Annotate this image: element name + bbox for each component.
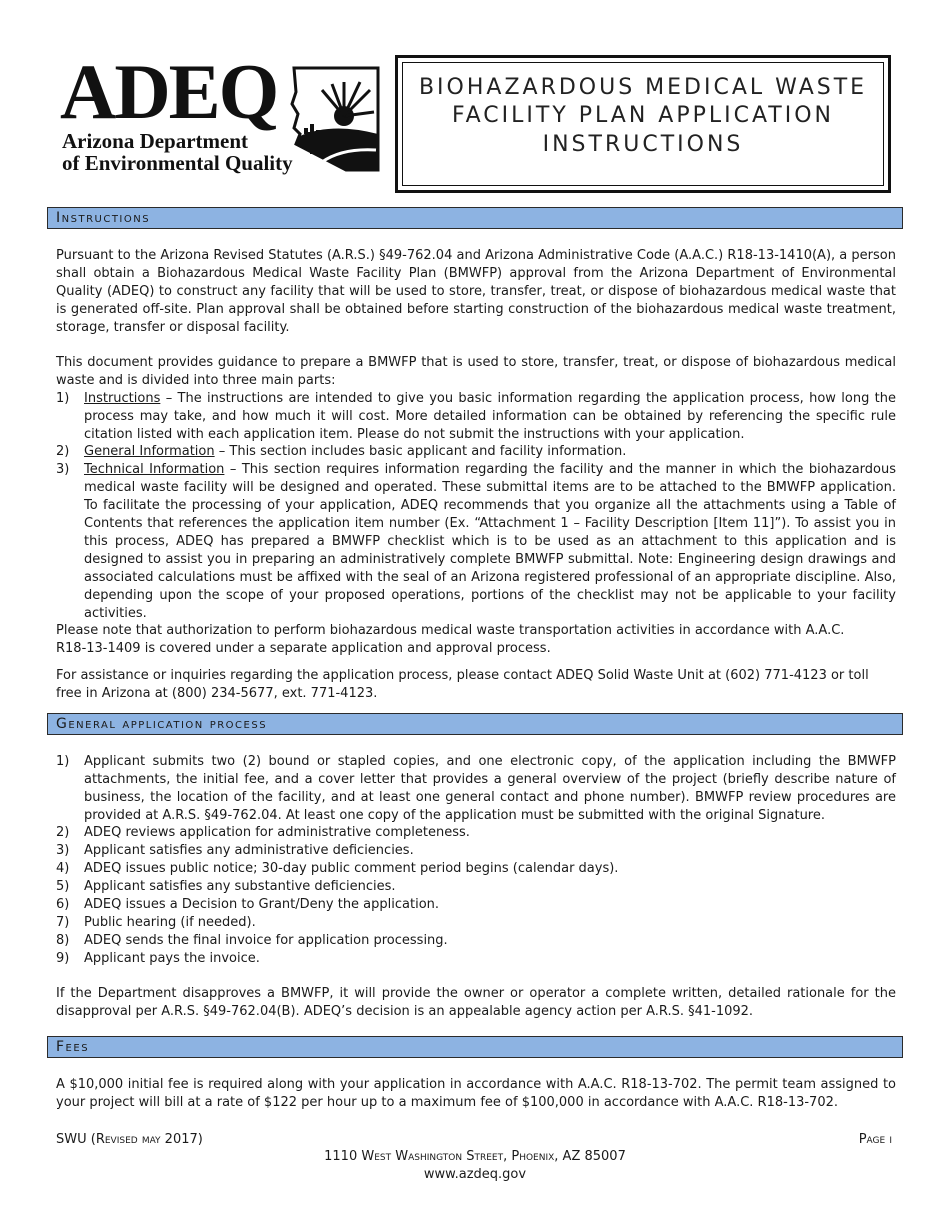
list-item: 9) Applicant pays the invoice. [56,951,260,966]
list-item: 4) ADEQ issues public notice; 30-day public comment period begins (calendar days). [56,861,619,876]
title-line-3: INSTRUCTIONS [542,132,744,157]
process-paragraph-1: If the Department disapproves a BMWFP, it will provide the owner or operator a complete written, detailed rationale for the disapproval per A.R.S. §49-762.04(B). ADEQ’s decision is an appealable agency action per A.R.S. §41-1092. [56,986,896,1019]
technical-information-term: Technical Information [84,462,225,477]
instructions-paragraph-3: Please note that authorization to perform biohazardous medical waste transportation activities in accordance with A.A.C. R18-13-1409 is covered under a separate application and approval process. [56,623,845,656]
list-item: 7) Public hearing (if needed). [56,915,256,930]
adeq-logo [60,48,390,178]
instructions-paragraph-1: Pursuant to the Arizona Revised Statutes (A.R.S.) §49-762.04 and Arizona Administrative Code (A.A.C.) R18-13-1410(A), a person shall obtain a Biohazardous Medical Waste Facility Plan (BMWFP) approval from the Arizona Department of Environmental Quality (ADEQ) to construct any facility that will be used to store, transfer, treat, or dispose of biohazardous medical waste that is generated off-site. Plan approval shall be obtained before starting construction of the biohazardous medical waste treatment, storage, transfer or disposal facility. [56,248,896,335]
section-header-instructions: Instructions [47,207,903,229]
title-line-2: FACILITY PLAN APPLICATION [451,103,835,128]
section-header-fees: Fees [47,1036,903,1058]
footer-revision: SWU (Revised may 2017) [56,1132,203,1147]
logo-acronym: ADEQ [60,48,278,135]
list-item: 8) ADEQ sends the final invoice for application processing. [56,933,448,948]
footer-page-number: Page i [858,1132,892,1147]
section-header-general-process: General application process [47,713,903,735]
footer-address: 1110 West Washington Street, Phoenix, AZ 85007 [324,1149,626,1164]
title-line-1: BIOHAZARDOUS MEDICAL WASTE [418,75,868,100]
footer-website: www.azdeq.gov [423,1167,527,1182]
logo-line-2: of Environmental Quality [62,151,293,175]
fees-paragraph-1: A $10,000 initial fee is required along with your application in accordance with A.A.C. R18-13-702. The permit team assigned to your project will bill at a rate of $122 per hour up to a maximum fee of $100,000 in accordance with A.A.C. R18-13-702. [56,1077,896,1110]
list-item: 2) ADEQ reviews application for administrative completeness. [56,825,470,840]
list-item: 3) Technical Information – This section requires information regarding the facility and the manner in which the biohazardous medical waste facility will be designed and operated. These submittal items are to be attached to the BMWFP application. To facilitate the processing of your application, ADEQ recommends that you organize all the attachments using a Table of Contents that references the application item number (Ex. “Attachment 1 – Facility Description [Item 11]”). To assist you in this process, ADEQ has prepared a BMWFP checklist which is to be used as an attachment to this application and is designed to assist you in preparing an administratively complete BMWFP submittal. Note: Engineering design drawings and associated calculations must be affixed with the seal of an Arizona registered professional of an appropriate discipline. Also, depending upon the scope of your proposed operations, portions of the checklist may not be applicable to your facility activities. [56,462,897,621]
list-item: 1) Instructions – The instructions are intended to give you basic information regarding the application process, how long the process may take, and how much it will cost. More detailed information can be obtained by referencing the specific rule citation listed with each application item. Please do not submit the instructions with your application. [56,391,896,442]
instructions-paragraph-2: This document provides guidance to prepare a BMWFP that is used to store, transfer, treat, or dispose of biohazardous medical waste and is divided into three main parts: [56,355,896,388]
list-item: 6) ADEQ issues a Decision to Grant/Deny the application. [56,897,440,912]
list-item: 5) Applicant satisfies any substantive deficiencies. [56,879,396,894]
list-item: 2) General Information – This section includes basic applicant and facility information. [56,444,627,459]
instructions-paragraph-4: For assistance or inquiries regarding the application process, please contact ADEQ Solid Waste Unit at (602) 771-4123 or toll free in Arizona at (800) 234-5677, ext. 771-4123. [56,668,869,701]
list-item: 3) Applicant satisfies any administrative deficiencies. [56,843,414,858]
logo-line-1: Arizona Department [62,129,249,153]
arizona-state-icon [282,64,382,174]
document-title-box [395,55,891,193]
list-item: 1) Applicant submits two (2) bound or stapled copies, and one electronic copy, of the application including the BMWFP attachments, the initial fee, and a cover letter that provides a general overview of the project (briefly describe nature of business, the location of the facility, and at least one general contact and phone number). BMWFP review procedures are provided at A.R.S. §49-762.04. At least one copy of the application must be submitted with the original Signature. [56,754,896,823]
instructions-term: Instructions [84,391,161,406]
general-information-term: General Information [84,444,215,459]
